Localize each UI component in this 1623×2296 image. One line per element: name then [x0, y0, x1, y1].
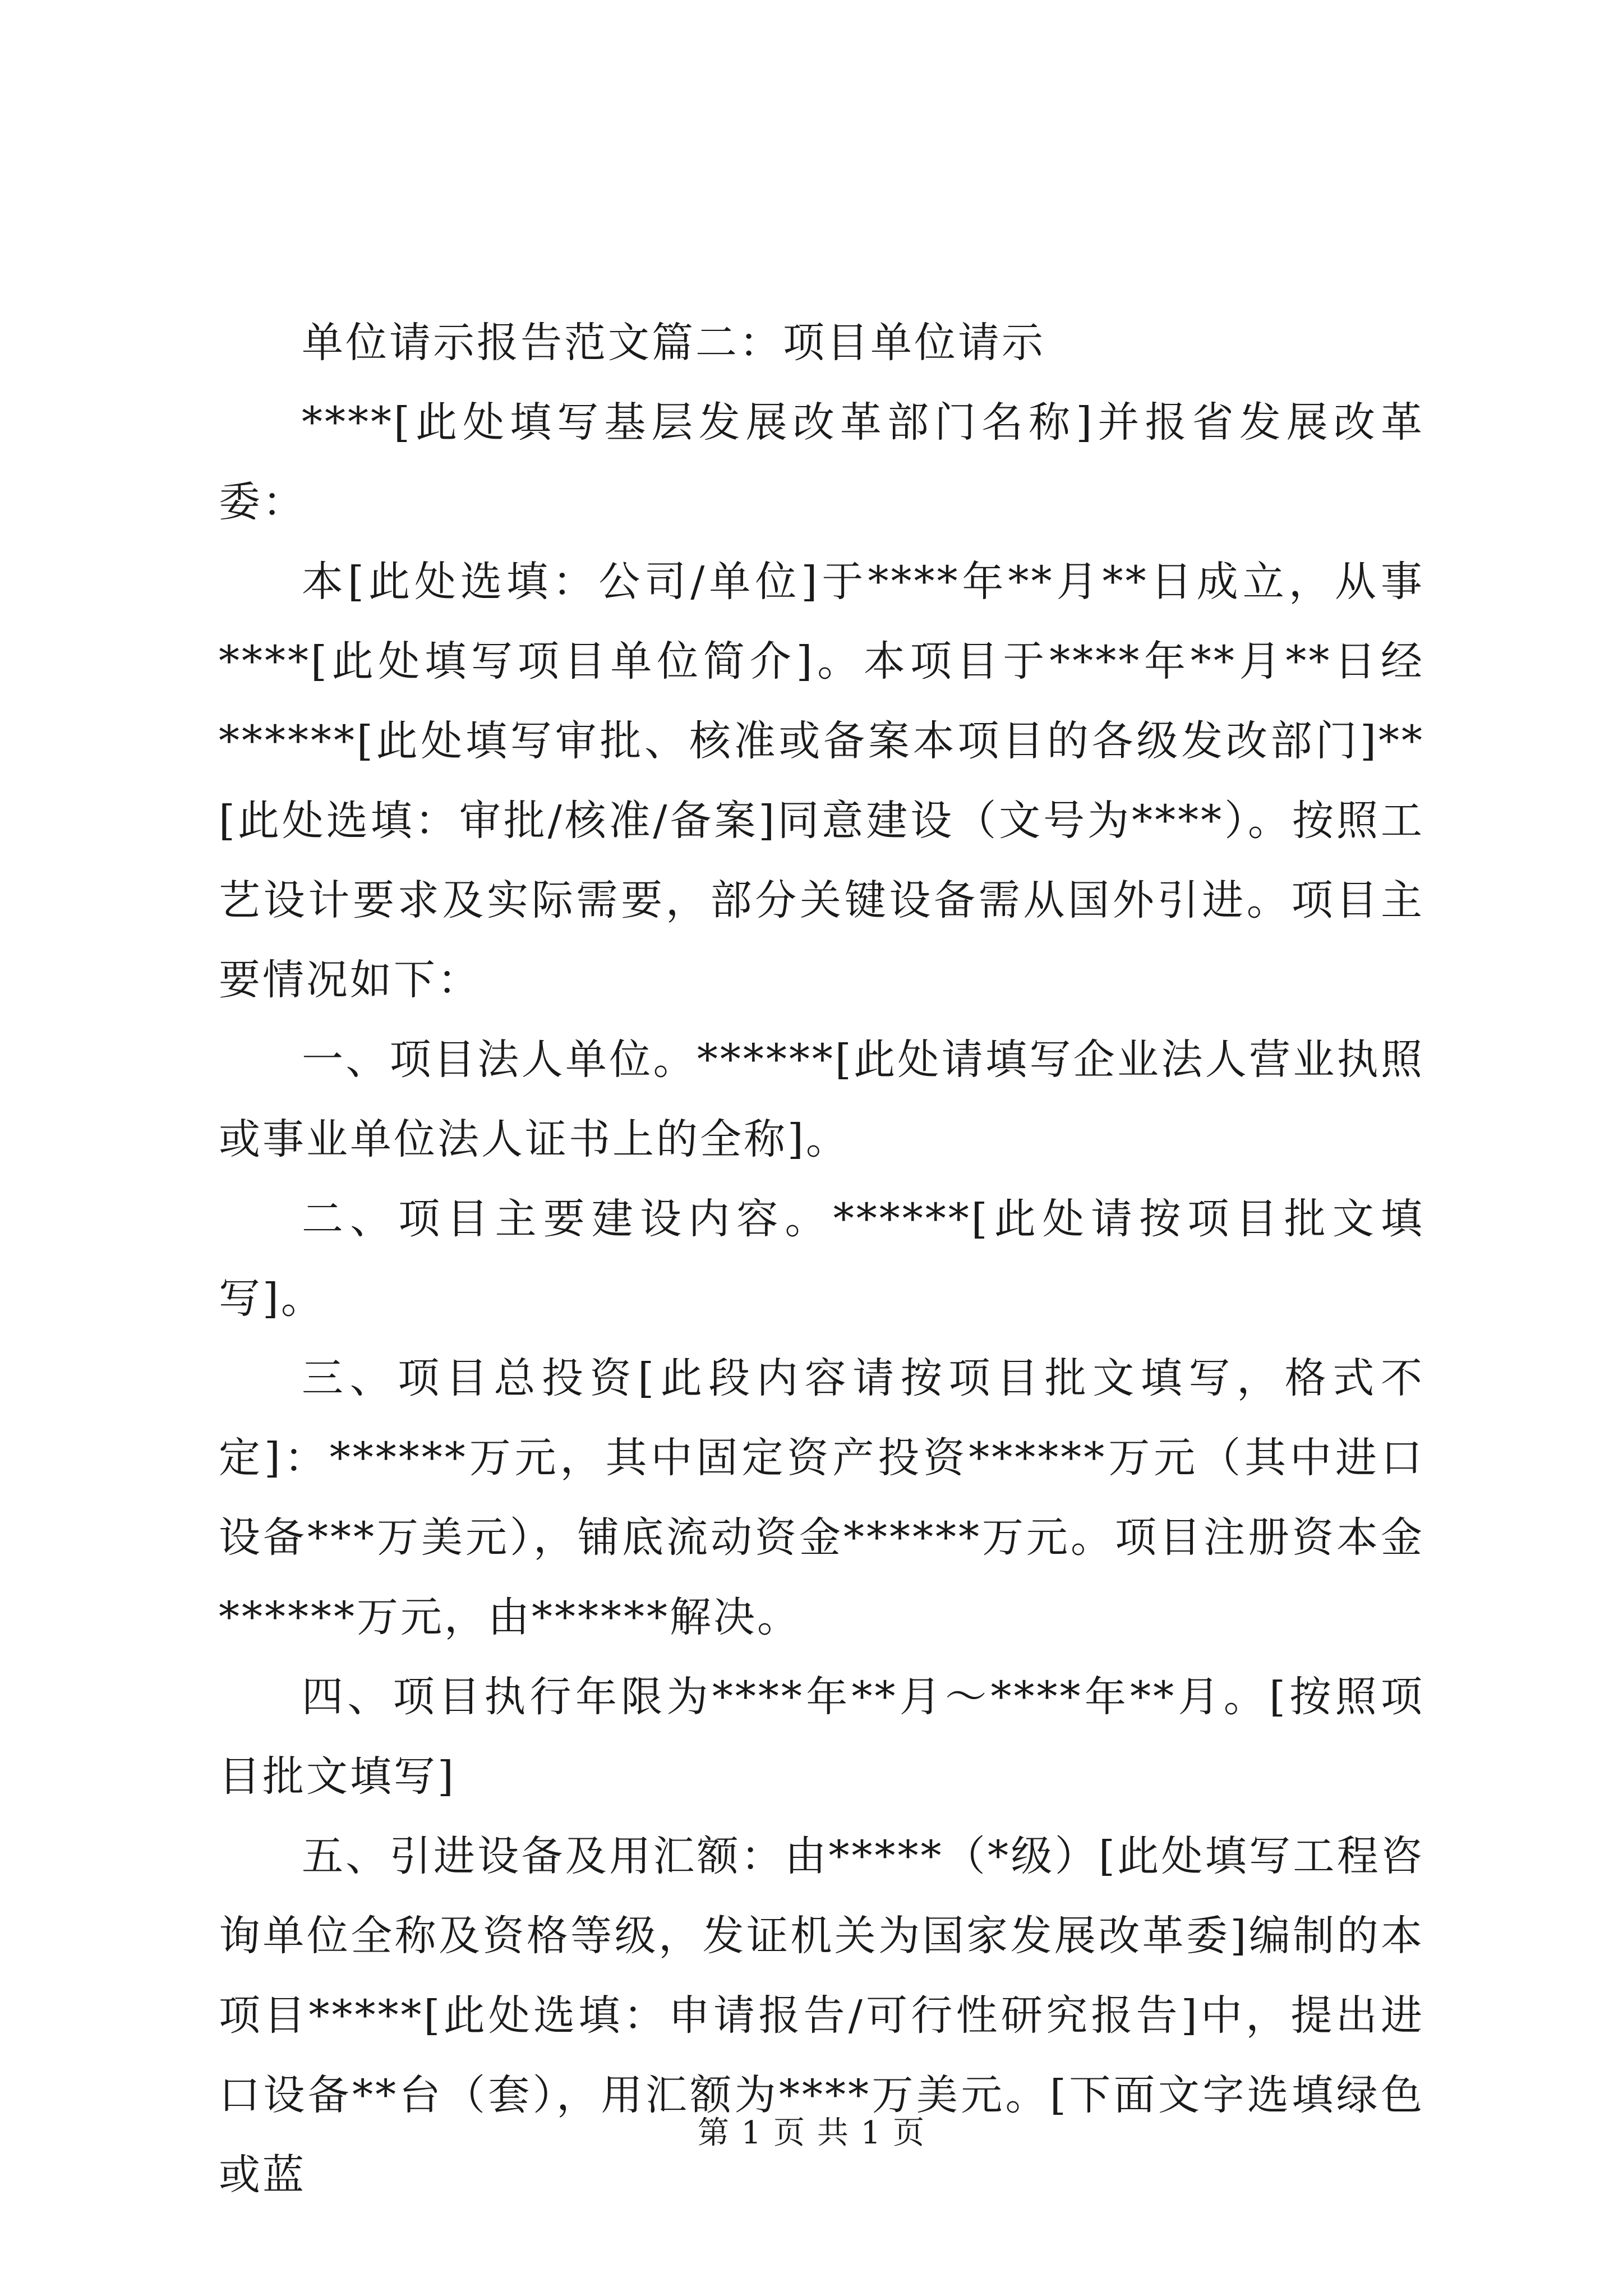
- section-legal-entity: 一、项目法人单位。******[此处请填写企业法人营业执照或事业单位法人证书上的全称]。: [219, 1036, 1424, 1163]
- section-total-investment: 三、项目总投资[此段内容请按项目批文填写，格式不定]：******万元，其中固定资产投资******万元（其中进口设备***万美元），铺底流动资金******万元。项目注册资本金******万元，由******解决。: [219, 1354, 1424, 1641]
- page-footer: 第 1 页 共 1 页: [697, 2115, 926, 2151]
- addressee-paragraph: ****[此处填写基层发展改革部门名称]并报省发展改革委：: [219, 398, 1424, 526]
- document-body: [219, 303, 1424, 2215]
- document-title: 单位请示报告范文篇二：项目单位请示: [302, 319, 1045, 367]
- section-execution-period: 四、项目执行年限为****年**月～****年**月。[按照项目批文填写]: [219, 1673, 1424, 1801]
- section-construction-content: 二、项目主要建设内容。******[此处请按项目批文填写]。: [219, 1195, 1424, 1323]
- section-imported-equipment: 五、引进设备及用汇额：由*****（*级）[此处填写工程咨询单位全称及资格等级，发证机关为国家发展改革委]编制的本项目*****[此处选填：申请报告/可行性研究报告]中，提出进口设备**台（套），用汇额为****万美元。[下面文字选填绿色或蓝: [219, 1832, 1424, 2199]
- intro-paragraph: 本[此处选填：公司/单位]于****年**月**日成立，从事****[此处填写项目单位简介]。本项目于****年**月**日经******[此处填写审批、核准或备案本项目的各级发改部门]**[此处选填：审批/核准/备案]同意建设（文号为****）。按照工艺设计要求及实际需要，部分关键设备需从国外引进。项目主要情况如下：: [219, 558, 1424, 1004]
